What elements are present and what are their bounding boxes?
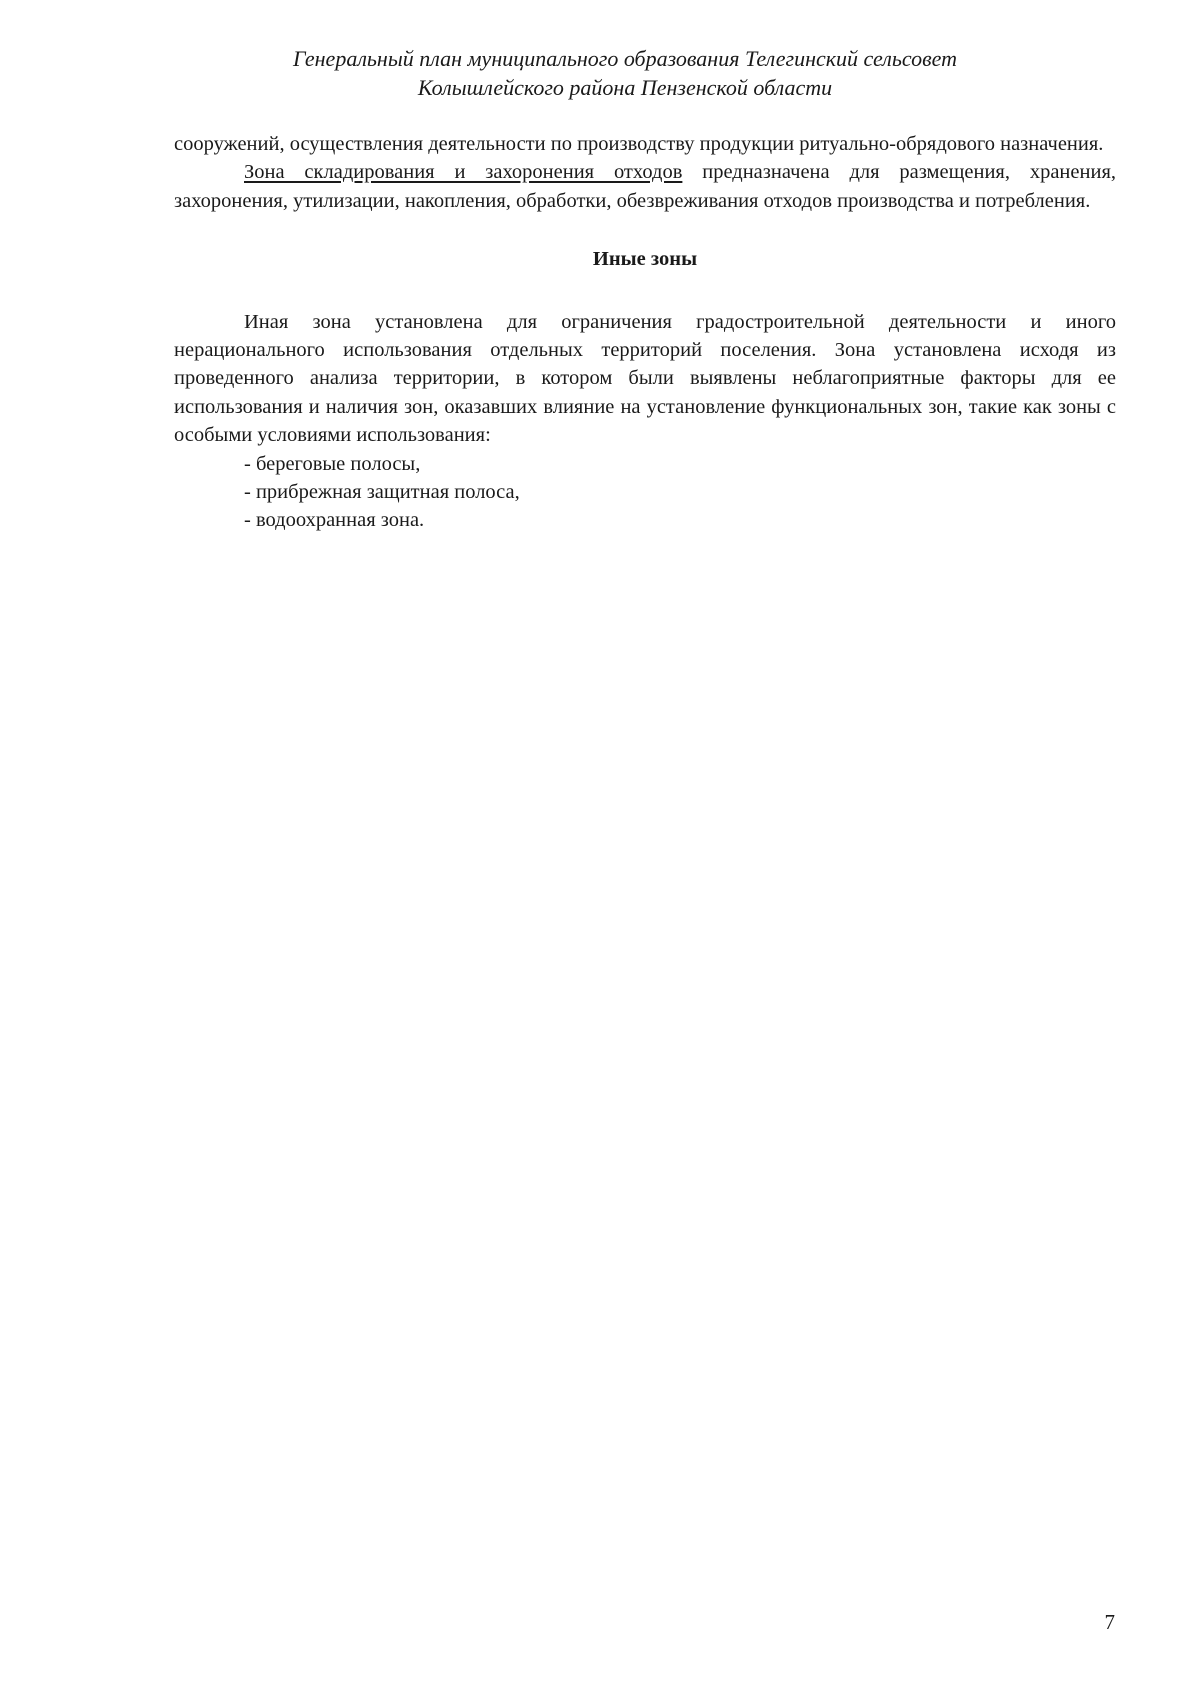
document-body xyxy=(174,130,1116,535)
other-zone-paragraph: Иная зона установлена для ограничения градостроительной деятельности и иного нерационального использования отдельных территорий поселения. Зона установлена исходя из проведенного анализа территории, в котором были выявлены неблагоприятные факторы для ее использования и наличия зон, оказавших влияние на установление функциональных зон, такие как зоны с особыми условиями использования: xyxy=(174,310,1116,447)
page-number: 7 xyxy=(1104,1610,1115,1634)
zone-list xyxy=(174,450,1116,535)
waste-zone-term: Зона складирования и захоронения отходов xyxy=(244,161,683,184)
header-line-2: Колышлейского района Пензенской области xyxy=(417,75,833,100)
waste-zone-description: предназначена для размещения, хранения, захоронения, утилизации, накопления, обработки, обезвреживания отходов производства и потребления. xyxy=(174,161,1116,212)
continuation-paragraph: сооружений, осуществления деятельности по производству продукции ритуально-обрядового назначения. xyxy=(174,133,1104,155)
running-header xyxy=(150,44,1100,102)
list-item: - береговые полосы, xyxy=(244,452,421,475)
waste-zone-paragraph xyxy=(174,158,1116,215)
section-title: Иные зоны xyxy=(592,248,698,271)
list-item: - водоохранная зона. xyxy=(244,509,425,532)
list-item: - прибрежная защитная полоса, xyxy=(244,481,520,504)
header-line-1: Генеральный план муниципального образования Телегинский сельсовет xyxy=(293,46,957,71)
